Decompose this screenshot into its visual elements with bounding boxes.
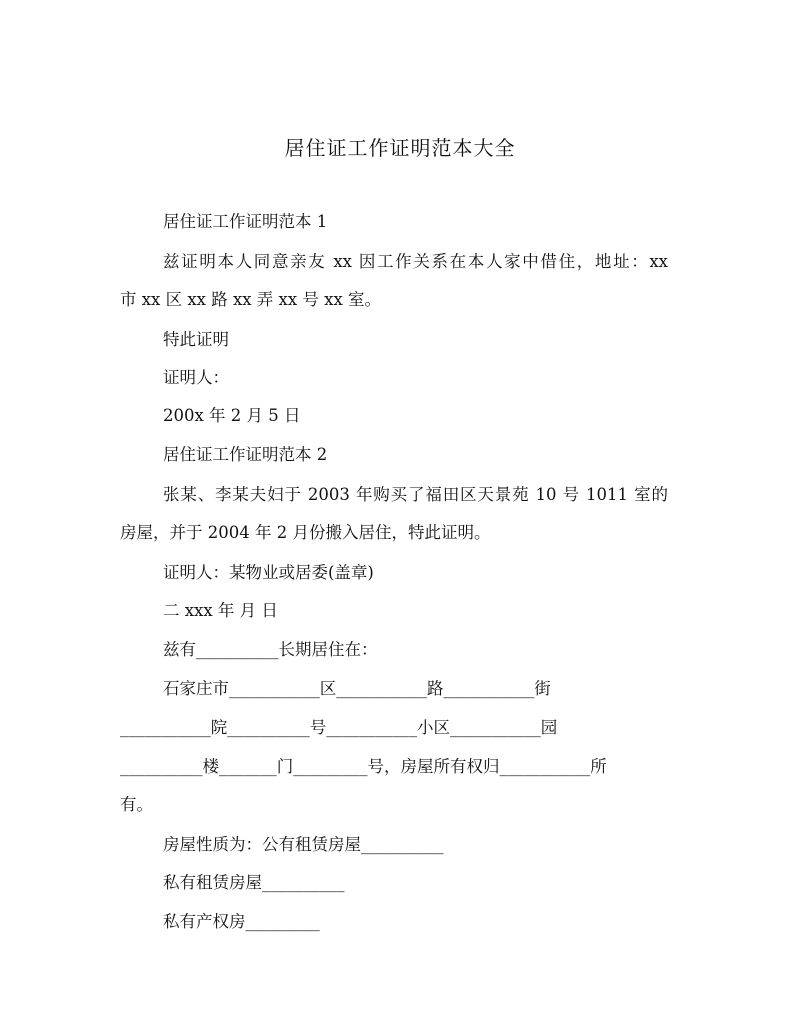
paragraph-line: 证明人：	[163, 368, 229, 387]
section-heading-1: 居住证工作证明范本 1	[163, 212, 328, 231]
paragraph-line: 房屋性质为：公有租赁房屋__________	[163, 835, 444, 854]
paragraph-line: 石家庄市___________区___________路___________街	[163, 679, 551, 698]
paragraph-line: 私有租赁房屋__________	[163, 873, 345, 892]
paragraph-line: 房屋，并于 2004 年 2 月份搬入居住，特此证明。	[120, 523, 491, 542]
document-title: 居住证工作证明范本大全	[284, 136, 516, 160]
paragraph-line: 兹证明本人同意亲友 xx 因工作关系在本人家中借住，地址：xx	[163, 252, 668, 271]
paragraph-line: 200x 年 2 月 5 日	[163, 406, 301, 425]
paragraph-line: 张某、李某夫妇于 2003 年购买了福田区天景苑 10 号 1011 室的	[163, 485, 668, 504]
paragraph-line: 特此证明	[163, 330, 229, 349]
paragraph-line: 证明人：某物业或居委(盖章)	[163, 563, 374, 582]
paragraph-line: ___________院__________号___________小区___________园	[120, 718, 558, 737]
paragraph-line: 有。	[120, 795, 153, 814]
section-heading-2: 居住证工作证明范本 2	[163, 445, 328, 464]
paragraph-line: 市 xx 区 xx 路 xx 弄 xx 号 xx 室。	[120, 290, 382, 309]
paragraph-line: 兹有__________长期居住在：	[163, 640, 378, 659]
paragraph-line: 二 xxx 年 月 日	[163, 601, 278, 620]
paragraph-line: 私有产权房_________	[163, 912, 320, 931]
paragraph-line: __________楼_______门_________号，房屋所有权归___________所	[120, 757, 607, 776]
